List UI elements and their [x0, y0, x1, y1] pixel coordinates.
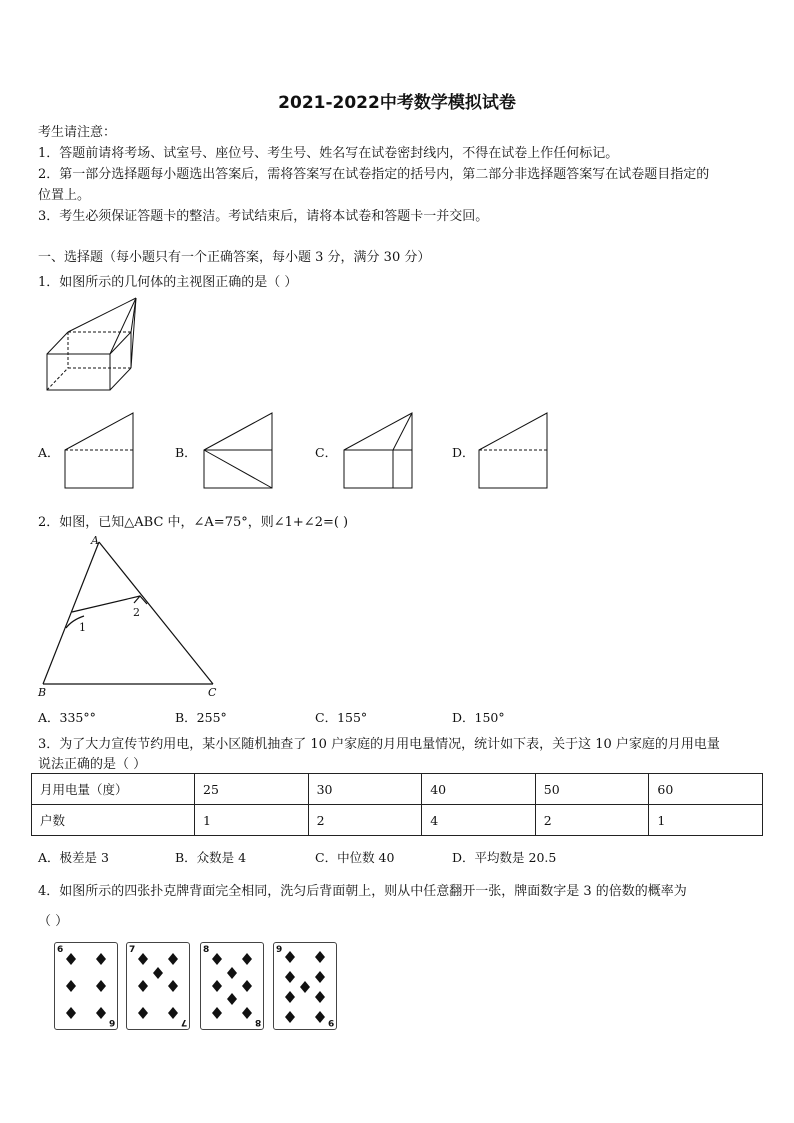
q3-option-d: D．平均数是 20.5	[452, 850, 557, 865]
notice-item-2-continued: 位置上。	[38, 188, 91, 203]
card-pips	[201, 943, 263, 1029]
angle-2-label: 2	[133, 606, 140, 619]
q2-option-b: B．255°	[175, 710, 227, 725]
notice-item-3: 3．考生必须保证答题卡的整洁。考试结束后，请将本试卷和答题卡一并交回。	[38, 209, 489, 224]
diamond-icon	[285, 1011, 295, 1023]
diamond-icon	[212, 980, 222, 992]
diamond-icon	[168, 980, 178, 992]
q1-option-c-label: C．	[315, 445, 338, 460]
q1-option-d-label: D．	[452, 445, 475, 460]
question-4-stem-line-2: （ ）	[38, 914, 69, 929]
diamond-icon	[138, 1007, 148, 1019]
table-row	[32, 805, 763, 836]
q1-option-b-label: B．	[175, 445, 197, 460]
diamond-icon	[285, 971, 295, 983]
card-rank: 6	[108, 1017, 115, 1027]
diamond-icon	[66, 980, 76, 992]
question-1-stem: 1．如图所示的几何体的主视图正确的是（ ）	[38, 275, 298, 290]
card-pips	[55, 943, 117, 1029]
diamond-icon	[66, 953, 76, 965]
card-rank: 7	[180, 1017, 187, 1027]
diamond-icon	[96, 953, 106, 965]
diamond-icon	[242, 1007, 252, 1019]
q1-option-d-figure	[478, 412, 550, 492]
q2-triangle-figure	[36, 534, 226, 699]
q1-option-b-figure	[203, 412, 275, 492]
diamond-icon	[138, 953, 148, 965]
q1-solid-figure	[40, 296, 140, 396]
table-cell: 月用电量（度）	[32, 774, 195, 805]
vertex-a-label: A	[91, 534, 99, 547]
diamond-icon	[212, 953, 222, 965]
playing-card	[126, 942, 190, 1030]
table-cell: 60	[649, 774, 763, 805]
table-cell: 1	[649, 805, 763, 836]
q2-option-a: A．335°°	[38, 710, 96, 725]
q1-option-c-figure	[343, 412, 415, 492]
table-cell: 户数	[32, 805, 195, 836]
diamond-icon	[285, 951, 295, 963]
table-cell: 50	[535, 774, 649, 805]
table-cell: 1	[195, 805, 309, 836]
card-rank: 9	[276, 945, 283, 955]
electricity-usage-table	[31, 773, 763, 836]
playing-card	[200, 942, 264, 1030]
section-heading: 一、选择题（每小题只有一个正确答案，每小题 3 分，满分 30 分）	[38, 250, 431, 265]
table-cell: 2	[535, 805, 649, 836]
q2-option-c: C．155°	[315, 710, 368, 725]
q3-option-a: A．极差是 3	[38, 850, 109, 865]
question-2-stem: 2．如图，已知△ABC 中，∠A=75°，则∠1+∠2=( )	[38, 515, 349, 530]
card-rank: 9	[327, 1017, 334, 1027]
question-3-stem-line-2: 说法正确的是（ ）	[38, 757, 147, 772]
diamond-icon	[300, 981, 310, 993]
card-rank: 8	[254, 1017, 261, 1027]
diamond-icon	[96, 980, 106, 992]
diamond-icon	[315, 971, 325, 983]
vertex-c-label: C	[208, 686, 217, 699]
question-3-stem-line-1: 3．为了大力宣传节约用电，某小区随机抽查了 10 户家庭的月用电量情况，统计如下表，关于这 10 户家庭的月用电量	[38, 737, 720, 752]
diamond-icon	[227, 967, 237, 979]
diamond-icon	[315, 951, 325, 963]
notice-item-2: 2．第一部分选择题每小题选出答案后，需将答案写在试卷指定的括号内，第二部分非选择题答案写在试卷题目指定的	[38, 167, 710, 182]
diamond-icon	[168, 1007, 178, 1019]
diamond-icon	[227, 993, 237, 1005]
q1-option-a-figure	[64, 412, 136, 492]
notice-heading: 考生请注意：	[38, 125, 117, 140]
page-title: 2021-2022中考数学模拟试卷	[278, 93, 516, 113]
table-cell: 40	[422, 774, 536, 805]
table-cell: 30	[308, 774, 422, 805]
q2-option-d: D．150°	[452, 710, 505, 725]
diamond-icon	[168, 953, 178, 965]
angle-1-label: 1	[79, 621, 86, 634]
card-rank: 8	[203, 945, 210, 955]
q3-option-c: C．中位数 40	[315, 850, 395, 865]
card-pips	[274, 943, 336, 1029]
diamond-icon	[138, 980, 148, 992]
vertex-b-label: B	[38, 686, 47, 699]
card-rank: 7	[129, 945, 136, 955]
diamond-icon	[242, 980, 252, 992]
table-cell: 4	[422, 805, 536, 836]
notice-item-1: 1．答题前请将考场、试室号、座位号、考生号、姓名写在试卷密封线内，不得在试卷上作任何标记。	[38, 146, 619, 161]
table-cell: 25	[195, 774, 309, 805]
playing-card	[54, 942, 118, 1030]
q1-option-a-label: A．	[38, 445, 60, 460]
question-4-stem-line-1: 4．如图所示的四张扑克牌背面完全相同，洗匀后背面朝上，则从中任意翻开一张，牌面数字是 3 的倍数的概率为	[38, 884, 687, 899]
card-rank: 6	[57, 945, 64, 955]
diamond-icon	[242, 953, 252, 965]
diamond-icon	[315, 1011, 325, 1023]
table-row	[32, 774, 763, 805]
diamond-icon	[153, 967, 163, 979]
diamond-icon	[212, 1007, 222, 1019]
diamond-icon	[285, 991, 295, 1003]
diamond-icon	[96, 1007, 106, 1019]
playing-card	[273, 942, 337, 1030]
diamond-icon	[66, 1007, 76, 1019]
q3-option-b: B．众数是 4	[175, 850, 247, 865]
diamond-icon	[315, 991, 325, 1003]
table-cell: 2	[308, 805, 422, 836]
card-pips	[127, 943, 189, 1029]
